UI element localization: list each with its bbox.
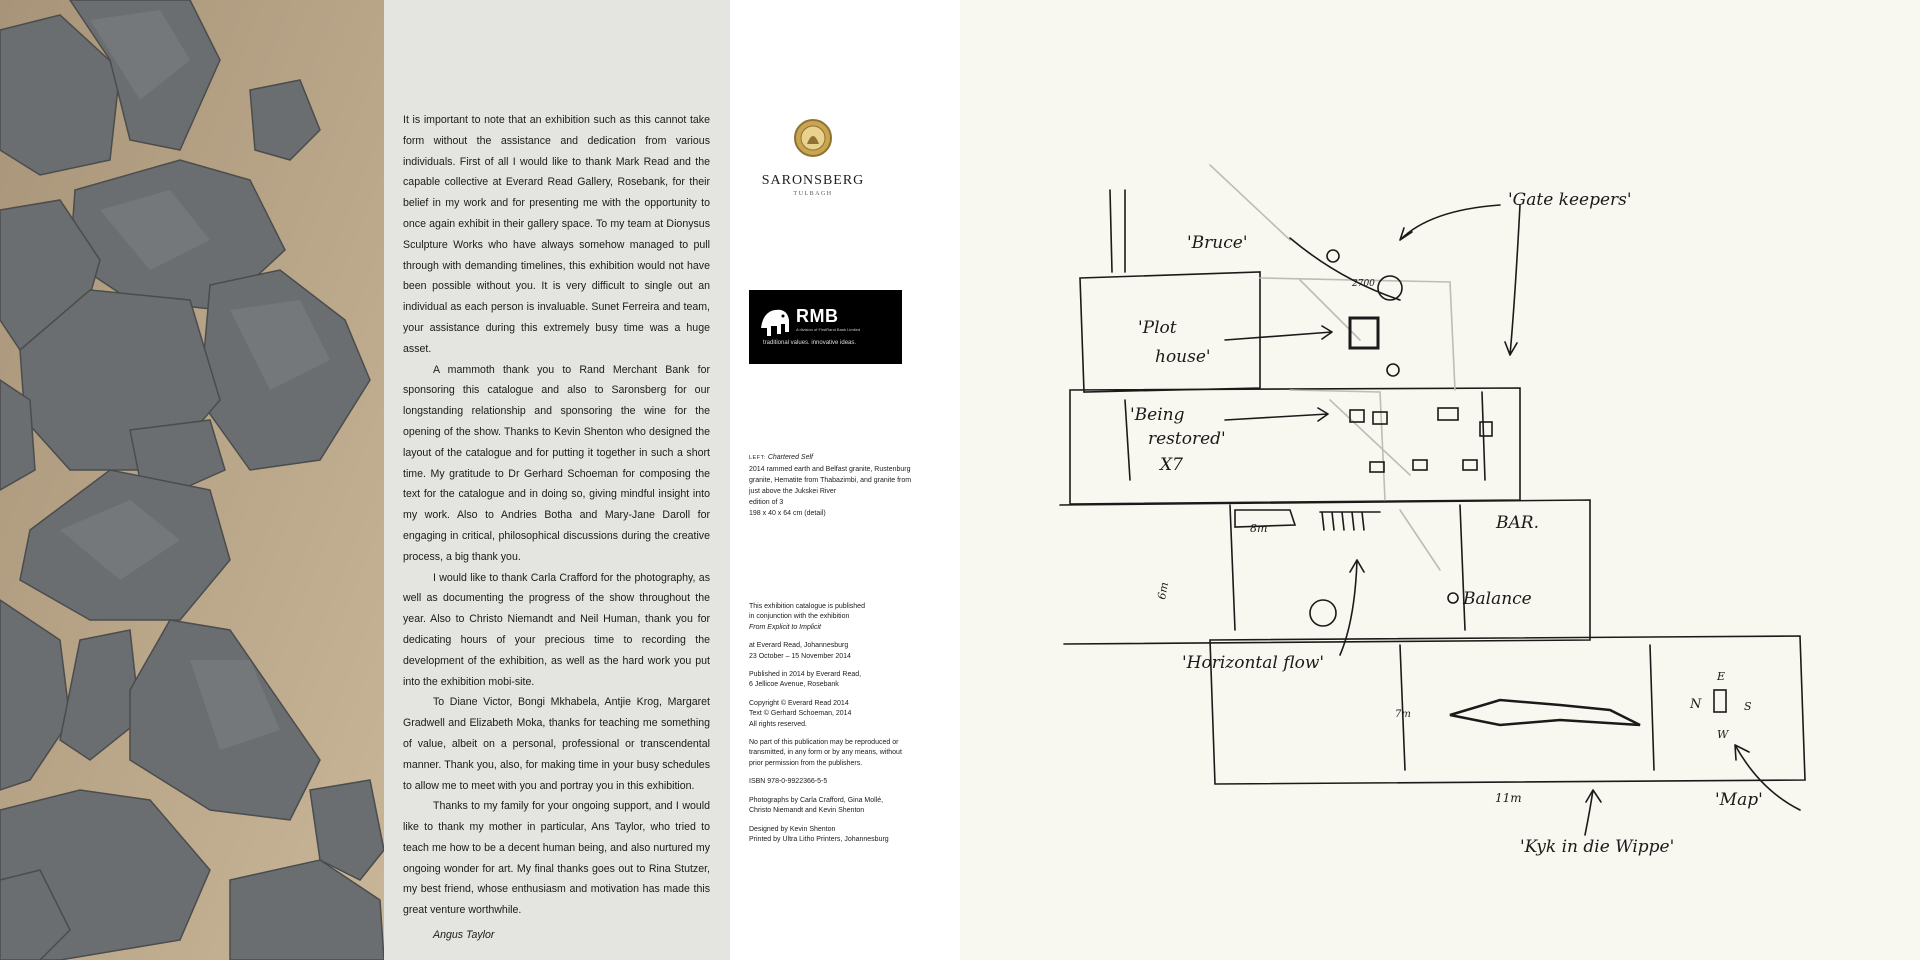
acknowledgements-text <box>403 110 710 946</box>
stones-photo <box>0 0 384 960</box>
sketch-arrow <box>1585 790 1601 835</box>
pub-line: prior permission from the publishers. <box>749 759 863 767</box>
floor-plan-sketch <box>960 0 1920 960</box>
rmb-logo <box>749 290 902 364</box>
sponsor-name: SARONSBERG <box>761 173 865 188</box>
label-being-1: 'Being <box>1130 405 1185 425</box>
sketch-line <box>1110 190 1125 272</box>
sketch-line <box>1260 278 1455 390</box>
artwork-caption <box>749 452 919 519</box>
sketch-arrow <box>1225 408 1328 421</box>
author-signature: Angus Taylor <box>433 929 495 942</box>
label-compass-w: W <box>1717 728 1729 741</box>
sketch-line <box>1400 645 1654 770</box>
sketch-artwork <box>1373 412 1387 424</box>
label-being-2: restored' <box>1148 429 1226 449</box>
pub-block-5 <box>749 738 919 769</box>
sketch-artwork <box>1480 422 1492 436</box>
sketch-arrow <box>1225 326 1332 340</box>
bank-group-line: A division of FirstRand Bank Limited <box>796 327 861 332</box>
sketch-arrow <box>1340 560 1364 655</box>
label-compass-n: N <box>1690 697 1702 712</box>
stones-image <box>0 0 384 960</box>
label-dim-11m: 11m <box>1495 791 1522 805</box>
sponsor-subtitle: TULBAGH <box>793 191 833 197</box>
label-dim-8m: 8m <box>1250 522 1268 535</box>
pub-block-8 <box>749 825 919 846</box>
pub-block-6 <box>749 777 919 787</box>
label-dim-6m: 6m <box>1155 581 1171 601</box>
caption-year: 2014 <box>749 466 765 473</box>
exhibition-dates: 23 October – 15 November 2014 <box>749 652 851 660</box>
caption-title: Chartered Self <box>767 454 813 461</box>
wine-seal-icon <box>793 118 833 162</box>
ack-paragraph-2: A mammoth thank you to Rand Merchant Bank for sponsoring this catalogue and also to Saronsberg for our longstanding relationship and sponsoring the wine for the opening of the show. Thanks to Kevin Shenton who designed the layout of the catalogue and for putting it together in such a short time. My gratitude to Dr Gerhard Schoeman for composing the text for the catalogue and in doing so, giving mindful insight into my work. Also to Andries Botha and Mary-Jane Daroll for engaging in critical, philosophical discussions during the creative process, a big thank you. <box>403 363 710 563</box>
pub-line: Photographs by Carla Crafford, Gina Mollé, <box>749 796 884 804</box>
pub-line: in conjunction with the exhibition <box>749 613 850 621</box>
exhibition-title: From Explicit to Implicit <box>749 623 821 631</box>
acknowledgements-page <box>384 0 730 960</box>
label-dim-2700: 2700 <box>1352 279 1375 289</box>
label-gate-keepers: 'Gate keepers' <box>1508 190 1632 210</box>
pub-line: Designed by Kevin Shenton <box>749 825 836 833</box>
pub-line: This exhibition catalogue is published <box>749 603 865 610</box>
pub-line: at Everard Read, Johannesburg <box>749 642 849 650</box>
sketch-artwork <box>1463 460 1477 470</box>
pub-block-3 <box>749 670 919 691</box>
pub-block-4 <box>749 699 919 730</box>
pub-line: Published in 2014 by Everard Read, <box>749 671 862 679</box>
isbn: ISBN 978-0-9922366-5-5 <box>749 778 828 786</box>
label-map: 'Map' <box>1715 790 1763 810</box>
sketch-artwork <box>1448 593 1458 603</box>
caption-edition: edition of 3 <box>749 499 784 506</box>
saronsberg-logo <box>748 118 878 197</box>
caption-materials: rammed earth and Belfast granite, Rustenburg granite, Hematite from Thabazimbi, and granite from just above the Jukskei River <box>749 466 912 495</box>
label-bruce: 'Bruce' <box>1187 233 1248 253</box>
ack-paragraph-3: I would like to thank Carla Crafford for the photography, as well as documenting the progress of the show throughout the year. Also to Christo Niemandt and Neil Human, thank you for dedicating hours of your precious time to recording the development of the exhibition, as well as the hard work you put into the exhibition mobi-site. <box>403 571 710 688</box>
sketch-arrow <box>1290 238 1400 300</box>
pub-line: Printed by Ultra Litho Printers, Johannesburg <box>749 835 889 843</box>
sketch-arrow <box>1505 205 1520 355</box>
caption-dimensions: 198 x 40 x 64 cm (detail) <box>749 510 826 517</box>
sketch-bar <box>1320 512 1380 530</box>
sketch-artwork <box>1370 462 1384 472</box>
label-horizontal-flow: 'Horizontal flow' <box>1182 653 1325 673</box>
pub-line: Text © Gerhard Schoeman, 2014 <box>749 710 852 718</box>
sketch-artwork <box>1714 690 1726 712</box>
sketch-artwork <box>1310 600 1336 626</box>
pub-line: Copyright © Everard Read 2014 <box>749 699 849 707</box>
label-dim-7m: 7m <box>1395 709 1411 720</box>
label-compass-e: E <box>1717 670 1726 683</box>
pub-line: All rights reserved. <box>749 720 807 728</box>
sketch-artwork <box>1327 250 1339 262</box>
label-plot-2: house' <box>1155 347 1211 367</box>
sketch-artwork <box>1450 700 1640 725</box>
sketch-artwork <box>1413 460 1427 470</box>
label-compass-s: S <box>1744 700 1752 713</box>
label-x7: X7 <box>1160 455 1183 475</box>
ack-paragraph-4: To Diane Victor, Bongi Mkhabela, Antjie Krog, Margaret Gradwell and Elizabeth Moka, thanks for teaching me something of value, albeit on a personal, professional or transcendental manner. Thank you, also, for making time in your busy schedules to allow me to meet with you and portray you in this exhibition. <box>403 696 710 792</box>
publication-info <box>749 602 919 853</box>
ack-paragraph-5: Thanks to my family for your ongoing support, and I would like to thank my mother in particular, Ans Taylor, who tried to teach me how to be a decent human being, and also nurtured my ongoing wonder for art. My final thanks goes out to Rina Stutzer, my best friend, whose enthusiasm and motivation has made this great venture worthwhile. <box>403 800 710 917</box>
pub-block-7 <box>749 796 919 817</box>
label-bar: BAR. <box>1496 513 1539 533</box>
colophon-page <box>730 0 960 960</box>
label-plot-1: 'Plot <box>1138 318 1177 338</box>
sketch-artwork <box>1438 408 1458 420</box>
sketch-arrow <box>1400 205 1500 240</box>
pub-line: No part of this publication may be reproduced or <box>749 739 899 747</box>
sketch-line <box>1400 510 1440 570</box>
sketch-page <box>960 0 1920 960</box>
caption-position: LEFT: <box>749 455 766 461</box>
pub-line: Christo Niemandt and Kevin Shenton <box>749 807 865 815</box>
sketch-line <box>1210 165 1290 240</box>
pub-line: 6 Jellicoe Avenue, Rosebank <box>749 681 839 689</box>
sketch-artwork <box>1387 364 1399 376</box>
pub-block-2 <box>749 641 919 662</box>
pub-block-1 <box>749 602 919 633</box>
pub-line: transmitted, in any form or by any means, without <box>749 749 902 757</box>
label-kyk: 'Kyk in die Wippe' <box>1520 837 1675 857</box>
bank-name: RMB <box>796 306 839 326</box>
ack-paragraph-1: It is important to note that an exhibition such as this cannot take form without the assistance and dedication from various individuals. First of all I would like to thank Mark Read and the capable collective at Everard Read Gallery, Rosebank, for their belief in my work and for presenting me with the opportunity to once again exhibit in their gallery space. To my team at Dionysus Sculpture Works who have always somehow managed to pull through with demanding timelines, this exhibition would not have been possible without you. It is very difficult to single out an individual as each person is invaluable. Sunet Ferreira and team, your assistance during this extremely busy time was a huge asset. <box>403 114 710 355</box>
sketch-artwork <box>1350 318 1378 348</box>
bank-tagline: traditional values. innovative ideas. <box>763 340 857 346</box>
label-balance: Balance <box>1463 589 1532 609</box>
